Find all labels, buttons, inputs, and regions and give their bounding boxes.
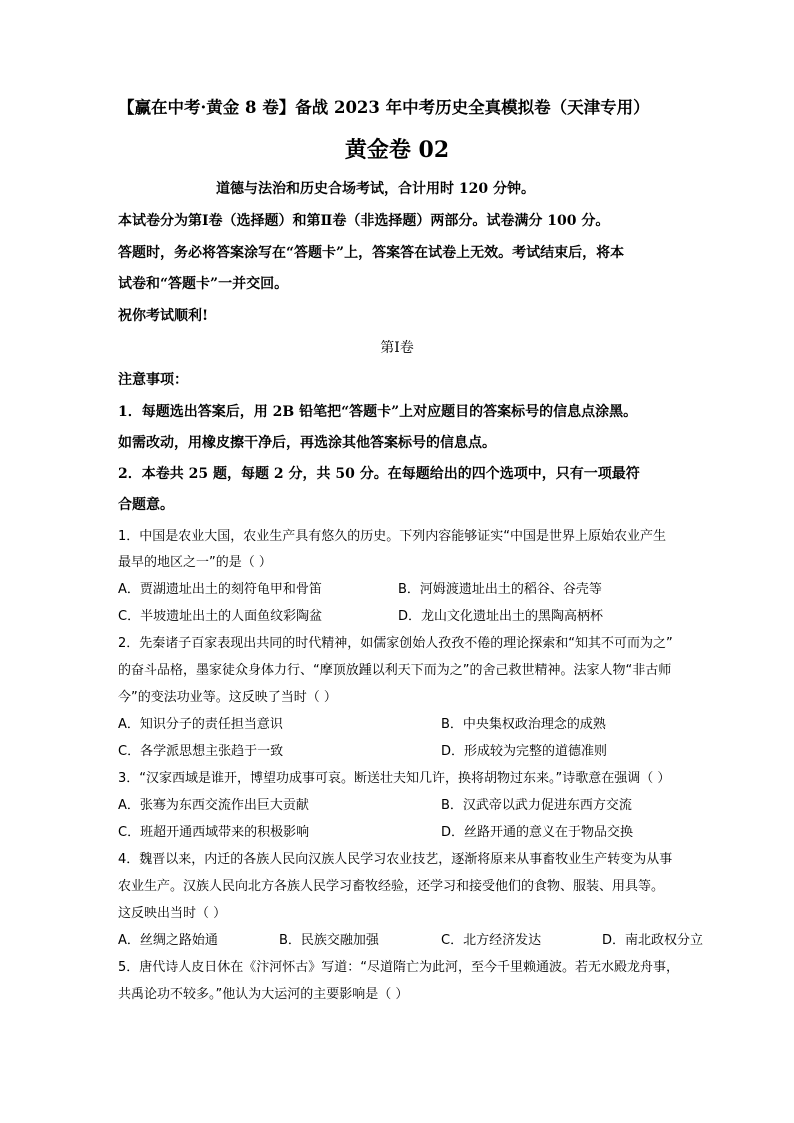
section-title: 第Ⅰ卷 (380, 340, 414, 356)
question-4-option-b: B．民族交融加强 (279, 933, 379, 948)
question-4-option-d: D．南北政权分立 (602, 933, 704, 948)
question-4-stem: 4．魏晋以来，内迁的各族人民向汉族人民学习农业技艺，逐渐将原来从事畜牧业生产转变为从事 (118, 852, 673, 867)
question-2-stem: 的奋斗品格，墨家徒众身体力行、“摩顶放踵以利天下而为之”的舍己救世精神。法家人物“非古师 (118, 663, 672, 678)
notes-heading: 注意事项： (118, 372, 188, 388)
question-3-option-b: B．汉武帝以武力促进东西方交流 (441, 798, 632, 813)
question-3-option-d: D．丝路开通的意义在于物品交换 (441, 825, 634, 840)
question-1-option-b: B．河姆渡遗址出土的稻谷、谷壳等 (398, 582, 602, 597)
notes-line: 合题意。 (118, 497, 174, 513)
question-1-stem: 最早的地区之一”的是（ ） (118, 555, 272, 570)
question-2-option-a: A．知识分子的责任担当意识 (118, 717, 283, 732)
exam-subtitle: 黄金卷 02 (344, 137, 450, 163)
question-3-stem: 3．“汉家西域是谁开，博望功成事可哀。断送壮夫知几许，换将胡物过东来。”诗歌意在强调（ ） (118, 771, 671, 786)
question-5-stem: 5．唐代诗人皮日休在《汴河怀古》写道：“尽道隋亡为此河，至今千里赖通波。若无水殿龙舟事， (118, 960, 680, 975)
question-1-option-d: D．龙山文化遗址出土的黑陶高柄杯 (398, 609, 604, 624)
notes-line: 如需改动，用橡皮擦干净后，再选涂其他答案标号的信息点。 (118, 435, 496, 451)
question-2-option-b: B．中央集权政治理念的成熟 (441, 717, 606, 732)
exam-header-title: 【赢在中考·黄金 8 卷】备战 2023 年中考历史全真模拟卷（天津专用） (118, 98, 650, 117)
notes-line: 2．本卷共 25 题，每题 2 分，共 50 分。在每题给出的四个选项中，只有一项最符 (118, 466, 640, 482)
question-3-option-a: A．张骞为东西交流作出巨大贡献 (118, 798, 309, 813)
intro-line: 答题时，务必将答案涂写在“答题卡”上，答案答在试卷上无效。考试结束后，将本 (118, 245, 625, 261)
question-1-option-a: A．贾湖遗址出土的刻符龟甲和骨笛 (118, 582, 322, 597)
question-5-stem: 共禹论功不较多。”他认为大运河的主要影响是（ ） (118, 987, 409, 1002)
question-3-option-c: C．班超开通西域带来的积极影响 (118, 825, 310, 840)
question-2-stem: 2．先秦诸子百家表现出共同的时代精神，如儒家创始人孜孜不倦的理论探索和“知其不可而为之” (118, 636, 673, 651)
question-2-option-c: C．各学派思想主张趋于一致 (118, 744, 284, 759)
intro-line: 试卷和“答题卡”一并交回。 (118, 276, 289, 292)
question-4-stem: 这反映出当时（ ） (118, 906, 227, 921)
intro-line: 祝你考试顺利! (118, 308, 209, 324)
intro-line: 本试卷分为第Ⅰ卷（选择题）和第Ⅱ卷（非选择题）两部分。试卷满分 100 分。 (118, 213, 610, 229)
notes-line: 1．每题选出答案后，用 2B 铅笔把“答题卡”上对应题目的答案标号的信息点涂黑。 (118, 404, 638, 420)
question-4-option-a: A．丝绸之路始通 (118, 933, 218, 948)
intro-line: 道德与法治和历史合场考试，合计用时 120 分钟。 (216, 181, 535, 197)
question-2-stem: 今”的变法功业等。这反映了当时（ ） (118, 690, 337, 705)
question-4-option-c: C．北方经济发达 (441, 933, 542, 948)
question-1-stem: 1．中国是农业大国，农业生产具有悠久的历史。下列内容能够证实“中国是世界上原始农业产生 (118, 529, 667, 544)
question-2-option-d: D．形成较为完整的道德准则 (441, 744, 608, 759)
question-4-stem: 农业生产。汉族人民向北方各族人民学习畜牧经验，还学习和接受他们的食物、服装、用具等。 (118, 879, 665, 894)
question-1-option-c: C．半坡遗址出土的人面鱼纹彩陶盆 (118, 609, 323, 624)
